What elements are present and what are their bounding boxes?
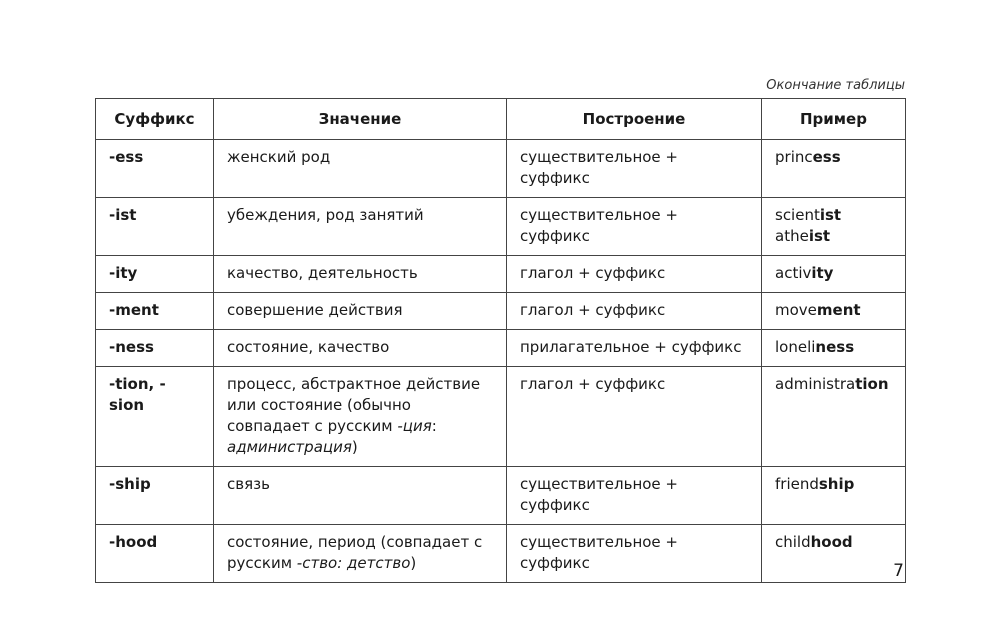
suffix-cell: -ist — [96, 198, 214, 256]
example-suffix: ist — [808, 227, 831, 245]
example-stem: activ — [775, 264, 812, 282]
construction-cell: существительное + суффикс — [507, 140, 762, 198]
meaning-cell — [214, 140, 507, 198]
table-row — [96, 256, 906, 293]
example-suffix: ness — [815, 338, 855, 356]
example-suffix: ship — [818, 475, 855, 493]
table-body — [96, 140, 906, 583]
example-cell — [762, 198, 906, 256]
meaning-cell — [214, 256, 507, 293]
table-row — [96, 330, 906, 367]
example-cell — [762, 293, 906, 330]
suffix-cell: -ess — [96, 140, 214, 198]
table-row — [96, 367, 906, 467]
suffix-cell: -ment — [96, 293, 214, 330]
meaning-cell — [214, 330, 507, 367]
meaning-text: качество, деятельность — [227, 264, 418, 282]
suffix-cell: -ness — [96, 330, 214, 367]
example-cell — [762, 140, 906, 198]
meaning-italic-text: администрация — [227, 438, 352, 456]
example-stem: athe — [775, 227, 809, 245]
example-stem: move — [775, 301, 817, 319]
table-row — [96, 525, 906, 583]
example-stem: princ — [775, 148, 813, 166]
table-row — [96, 467, 906, 525]
example-suffix: ist — [819, 206, 842, 224]
meaning-text: ) — [351, 438, 358, 456]
meaning-text: ) — [410, 554, 417, 572]
meaning-text: связь — [227, 475, 270, 493]
meaning-cell — [214, 198, 507, 256]
example-word — [775, 263, 892, 284]
table-row — [96, 198, 906, 256]
meaning-cell — [214, 293, 507, 330]
header-example: Пример — [762, 99, 906, 140]
meaning-text: совершение действия — [227, 301, 403, 319]
example-cell — [762, 367, 906, 467]
suffix-cell: -tion, -sion — [96, 367, 214, 467]
example-suffix: ess — [812, 148, 841, 166]
construction-cell: существительное + суффикс — [507, 525, 762, 583]
meaning-italic-text: -ство: детство — [296, 554, 411, 572]
meaning-cell — [214, 367, 507, 467]
table-caption: Окончание таблицы — [766, 78, 905, 93]
meaning-cell — [214, 525, 507, 583]
construction-cell: глагол + суффикс — [507, 256, 762, 293]
example-word — [775, 374, 892, 395]
example-word — [775, 226, 892, 247]
example-suffix: tion — [855, 375, 889, 393]
example-stem: loneli — [775, 338, 816, 356]
construction-cell: прилагательное + суффикс — [507, 330, 762, 367]
example-word — [775, 147, 892, 168]
example-word — [775, 532, 892, 553]
suffix-cell: -hood — [96, 525, 214, 583]
example-cell — [762, 467, 906, 525]
example-word — [775, 337, 892, 358]
meaning-text: состояние, период (совпадает с русским — [227, 533, 483, 572]
example-stem: administra — [775, 375, 856, 393]
meaning-cell — [214, 467, 507, 525]
suffix-table — [95, 98, 906, 583]
example-suffix: hood — [810, 533, 853, 551]
page-number: 7 — [893, 561, 904, 581]
construction-cell: глагол + суффикс — [507, 367, 762, 467]
example-word — [775, 300, 892, 321]
header-construction: Построение — [507, 99, 762, 140]
suffix-cell: -ship — [96, 467, 214, 525]
meaning-text: убеждения, род занятий — [227, 206, 424, 224]
header-suffix: Суффикс — [96, 99, 214, 140]
meaning-text: состояние, качество — [227, 338, 390, 356]
construction-cell: глагол + суффикс — [507, 293, 762, 330]
example-suffix: ity — [811, 264, 834, 282]
meaning-italic-text: -ция — [397, 417, 432, 435]
table-row — [96, 293, 906, 330]
example-suffix: ment — [816, 301, 861, 319]
example-cell — [762, 525, 906, 583]
meaning-text: процесс, абстрактное действие или состояние (обычно совпадает с русским — [227, 375, 481, 435]
meaning-text: : — [431, 417, 437, 435]
example-cell — [762, 330, 906, 367]
header-meaning: Значение — [214, 99, 507, 140]
example-stem: scient — [775, 206, 820, 224]
construction-cell: существительное + суффикс — [507, 198, 762, 256]
construction-cell: существительное + суффикс — [507, 467, 762, 525]
table-row — [96, 140, 906, 198]
meaning-text: женский род — [227, 148, 331, 166]
suffix-cell: -ity — [96, 256, 214, 293]
example-word — [775, 205, 892, 226]
example-stem: child — [775, 533, 811, 551]
table-header-row — [96, 99, 906, 140]
example-cell — [762, 256, 906, 293]
example-stem: friend — [775, 475, 819, 493]
example-word — [775, 474, 892, 495]
